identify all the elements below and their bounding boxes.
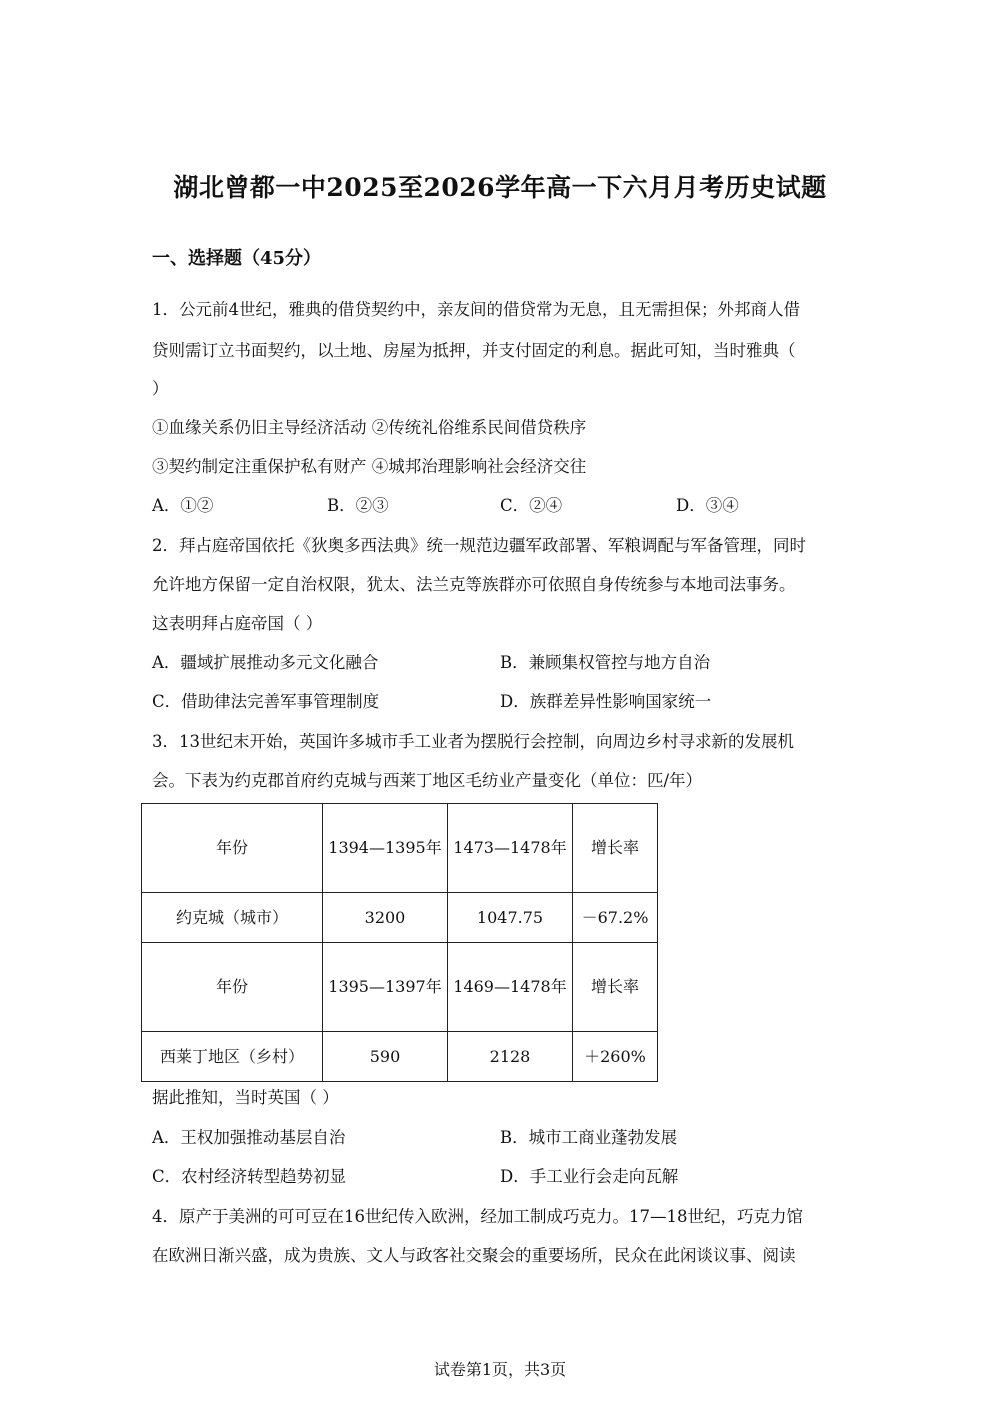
q1-item-line-1: ①血缘关系仍旧主导经济活动 ②传统礼俗维系民间借贷秩序 — [152, 418, 587, 437]
q2-option-a: A．疆域扩展推动多元文化融合 — [152, 653, 379, 672]
table-cell: 年份 — [142, 804, 323, 893]
table-cell: 增长率 — [573, 804, 658, 893]
exam-title: 湖北曾都一中2025至2026学年高一下六月月考历史试题 — [173, 173, 827, 202]
table-row — [142, 804, 658, 893]
q4-line-2: 在欧洲日渐兴盛，成为贵族、文人与政客社交聚会的重要场所，民众在此闲谈议事、阅读 — [152, 1246, 796, 1265]
q3-option-d: D．手工业行会走向瓦解 — [500, 1167, 679, 1186]
table-row — [142, 893, 658, 943]
q2-option-b: B．兼顾集权管控与地方自治 — [500, 653, 711, 672]
table-row — [142, 1032, 658, 1082]
q1-item-line-2: ③契约制定注重保护私有财产 ④城邦治理影响社会经济交往 — [152, 457, 587, 476]
q3-line-1: 3．13世纪末开始，英国许多城市手工业者为摆脱行会控制，向周边乡村寻求新的发展机 — [152, 732, 794, 751]
production-table — [141, 803, 658, 1082]
section-heading: 一、选择题（45分） — [152, 248, 322, 269]
q3-option-b: B．城市工商业蓬勃发展 — [500, 1128, 678, 1147]
q2-option-d: D．族群差异性影响国家统一 — [500, 692, 712, 711]
table-cell: 590 — [323, 1032, 448, 1082]
table-cell: －67.2% — [573, 893, 658, 943]
table-cell: 1394—1395年 — [323, 804, 448, 893]
q4-line-1: 4．原产于美洲的可可豆在16世纪传入欧洲，经加工制成巧克力。17—18世纪，巧克力馆 — [152, 1207, 803, 1226]
table-cell: 西莱丁地区（乡村） — [142, 1032, 323, 1082]
table-cell: 约克城（城市） — [142, 893, 323, 943]
q1-option-a: A．①② — [152, 496, 214, 515]
table-row — [142, 943, 658, 1032]
q3-option-c: C．农村经济转型趋势初显 — [152, 1167, 347, 1186]
q1-option-d: D．③④ — [676, 496, 739, 515]
table-cell: 年份 — [142, 943, 323, 1032]
q2-option-c: C．借助律法完善军事管理制度 — [152, 692, 380, 711]
table-cell: 1473—1478年 — [448, 804, 573, 893]
page-footer: 试卷第1页，共3页 — [433, 1360, 567, 1379]
table-cell: 2128 — [448, 1032, 573, 1082]
table-cell: ＋260% — [573, 1032, 658, 1082]
table-cell: 1047.75 — [448, 893, 573, 943]
table-cell: 3200 — [323, 893, 448, 943]
q3-option-a: A．王权加强推动基层自治 — [152, 1128, 346, 1147]
q2-line-3: 这表明拜占庭帝国（ ） — [152, 614, 323, 633]
q3-line-2: 会。下表为约克郡首府约克城与西莱丁地区毛纺业产量变化（单位：匹/年） — [152, 771, 703, 790]
q1-option-b: B．②③ — [327, 496, 389, 515]
q2-line-1: 2．拜占庭帝国依托《狄奥多西法典》统一规范边疆军政部署、军粮调配与军备管理，同时 — [152, 536, 806, 555]
table-cell: 增长率 — [573, 943, 658, 1032]
q3-stem: 据此推知，当时英国（ ） — [152, 1088, 339, 1107]
q1-option-c: C．②④ — [500, 496, 563, 515]
table-cell: 1469—1478年 — [448, 943, 573, 1032]
table-cell: 1395—1397年 — [323, 943, 448, 1032]
q1-line-3: ） — [152, 379, 169, 398]
q1-line-2: 贷则需订立书面契约，以土地、房屋为抵押，并支付固定的利息。据此可知，当时雅典（ — [152, 341, 796, 360]
q2-line-2: 允许地方保留一定自治权限，犹太、法兰克等族群亦可依照自身传统参与本地司法事务。 — [152, 575, 796, 594]
q1-line-1: 1．公元前4世纪，雅典的借贷契约中，亲友间的借贷常为无息，且无需担保；外邦商人借 — [152, 300, 800, 319]
